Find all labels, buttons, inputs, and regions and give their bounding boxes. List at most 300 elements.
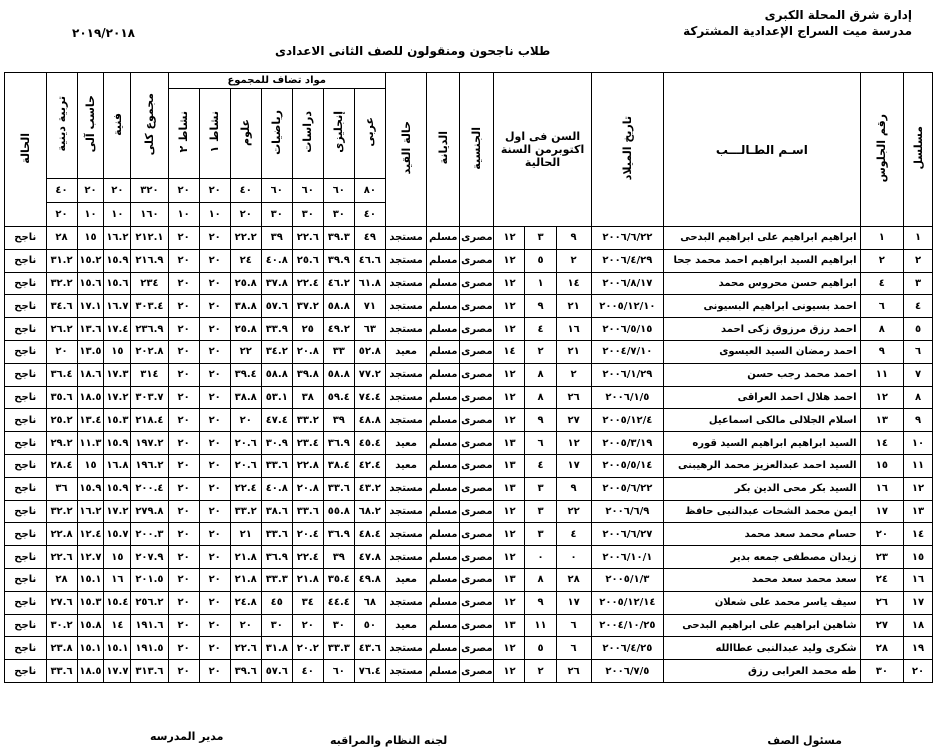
row-age-days: ٢ [556,249,591,272]
row-mark: ٤٧.٨ [354,546,385,569]
row-birth: ٢٠٠٥/١٢/٤ [591,409,663,432]
row-age-months: ٢ [525,340,556,363]
row-age-months: ٣ [525,523,556,546]
col-activity-2: نشاط ٢ [168,89,199,179]
row-serial: ١٤ [904,523,933,546]
max-mark: ٤٠ [46,179,77,203]
row-religion: مسلم [427,318,460,341]
row-mark: ٢٣.٨ [46,637,77,660]
row-mark: ٣٣.٩ [261,318,292,341]
row-age-days: ٤ [556,523,591,546]
row-mark: ٢٠ [199,568,230,591]
row-mark: ٣٣.٢ [292,409,323,432]
row-result: ناجح [5,318,47,341]
row-age-years: ١٢ [494,660,525,683]
row-mark: ٢١.٨ [230,546,261,569]
row-status: معيد [385,340,426,363]
admin-title: إدارة شرق المحلة الكبرى [764,8,912,22]
row-birth: ٢٠٠٦/١/٥ [591,386,663,409]
row-mark: ٤٠.٨ [261,477,292,500]
row-seat: ٢٣ [860,546,903,569]
row-mark: ٢٢.٨ [46,523,77,546]
row-mark: ٤٦.٢ [323,272,354,295]
col-math: رياضيات [261,89,292,179]
row-mark: ٢٠ [168,454,199,477]
row-mark: ٢٢.٢ [230,227,261,250]
row-mark: ٢١٢.١ [131,227,168,250]
row-mark: ٧٧.٢ [354,363,385,386]
row-status: مستجد [385,546,426,569]
row-religion: مسلم [427,660,460,683]
row-nationality: مصرى [460,363,494,386]
row-mark: ٣٩ [323,546,354,569]
max-mark: ٣٢٠ [131,179,168,203]
row-mark: ٢٦.٢ [46,318,77,341]
row-name: شاهين ابراهيم على ابراهيم البدحى [664,614,861,637]
table-row [5,454,933,477]
row-age-days: ١٧ [556,454,591,477]
row-age-years: ١٢ [494,363,525,386]
row-result: ناجح [5,249,47,272]
max-mark: ٨٠ [354,179,385,203]
row-age-days: ٢٦ [556,660,591,683]
min-mark: ١٦٠ [131,203,168,227]
row-mark: ٥٠ [354,614,385,637]
row-mark: ٢٥٦.٢ [131,591,168,614]
row-age-days: ١٦ [556,318,591,341]
row-birth: ٢٠٠٦/٧/٥ [591,660,663,683]
row-mark: ٣٤ [292,591,323,614]
row-mark: ٢٣٤ [131,272,168,295]
row-mark: ١٩٦.٢ [131,454,168,477]
row-name: السيد ابراهيم ابراهيم السيد قوره [664,432,861,455]
row-mark: ٦٣ [354,318,385,341]
max-mark: ٦٠ [292,179,323,203]
row-seat: ٤ [860,272,903,295]
row-status: معيد [385,614,426,637]
row-mark: ٢٨.٤ [46,454,77,477]
row-age-days: ٩ [556,477,591,500]
row-mark: ١٧.٣ [104,363,131,386]
row-mark: ٢٠٧.٩ [131,546,168,569]
row-mark: ٢٨ [46,227,77,250]
row-status: معيد [385,432,426,455]
row-mark: ١٤ [104,614,131,637]
row-age-months: ٠ [525,546,556,569]
row-mark: ٢٠ [199,249,230,272]
row-age-months: ٦ [525,432,556,455]
row-age-months: ٥ [525,637,556,660]
row-mark: ١٥.٩ [104,477,131,500]
max-mark: ٦٠ [323,179,354,203]
row-mark: ٤٧.٤ [261,409,292,432]
row-mark: ٣٦.٩ [323,432,354,455]
row-mark: ٢٠ [168,340,199,363]
table-row [5,386,933,409]
row-mark: ٢٢.٨ [292,454,323,477]
row-mark: ٤٩.٨ [354,568,385,591]
row-status: مستجد [385,477,426,500]
row-mark: ٣٣ [323,340,354,363]
row-mark: ٢٢.٦ [46,546,77,569]
row-mark: ٢٥.٨ [230,272,261,295]
row-age-months: ٣ [525,500,556,523]
row-birth: ٢٠٠٥/٣/١٩ [591,432,663,455]
row-status: مستجد [385,660,426,683]
col-serial: مسلسل [904,73,933,227]
row-mark: ٢٠ [199,363,230,386]
row-age-years: ١٢ [494,591,525,614]
row-mark: ١٧.٤ [104,318,131,341]
row-mark: ١٦.٧ [104,295,131,318]
row-name: حسام محمد سعد محمد [664,523,861,546]
row-mark: ٤٤.٤ [323,591,354,614]
row-age-months: ٩ [525,591,556,614]
min-mark: ٣٠ [323,203,354,227]
row-status: مستجد [385,318,426,341]
row-nationality: مصرى [460,272,494,295]
row-mark: ٢٢.٦ [292,227,323,250]
row-mark: ٢٣.٤ [292,432,323,455]
school-name: مدرسة ميت السراج الإعدادية المشتركة [683,24,912,38]
row-religion: مسلم [427,432,460,455]
row-nationality: مصرى [460,454,494,477]
row-name: احمد رزق مرزوق زكى احمد [664,318,861,341]
row-serial: ٢ [904,249,933,272]
table-row [5,591,933,614]
row-mark: ١٥ [77,454,104,477]
row-birth: ٢٠٠٤/١٠/٢٥ [591,614,663,637]
row-result: ناجح [5,432,47,455]
row-result: ناجح [5,523,47,546]
row-birth: ٢٠٠٦/٤/٢٩ [591,249,663,272]
row-mark: ١٥.٤ [104,591,131,614]
row-mark: ٣٦.٤ [46,363,77,386]
row-name: احمد محمد رجب حسن [664,363,861,386]
max-mark: ٤٠ [230,179,261,203]
row-serial: ٨ [904,386,933,409]
table-row [5,614,933,637]
row-mark: ٢٠ [199,432,230,455]
table-row [5,660,933,683]
row-mark: ٢٠ [168,500,199,523]
max-mark: ٦٠ [261,179,292,203]
row-mark: ١٥.٦ [104,272,131,295]
row-serial: ١١ [904,454,933,477]
row-mark: ٥٨.٨ [323,363,354,386]
row-mark: ٣٩ [261,227,292,250]
row-name: ابراهيم حسن محروس محمد [664,272,861,295]
row-mark: ١٣.٦ [77,318,104,341]
row-age-years: ١٢ [494,227,525,250]
row-religion: مسلم [427,249,460,272]
row-mark: ٢٠ [168,568,199,591]
row-age-years: ١٣ [494,568,525,591]
row-mark: ١٥.٦ [77,272,104,295]
row-mark: ٢٢ [230,340,261,363]
row-mark: ١٥ [104,546,131,569]
row-mark: ٣٥.٦ [46,386,77,409]
row-birth: ٢٠٠٦/٦/٢٧ [591,523,663,546]
row-mark: ١٥.٨ [77,614,104,637]
row-mark: ٢١.٨ [230,568,261,591]
row-birth: ٢٠٠٥/٥/١٤ [591,454,663,477]
table-row [5,546,933,569]
row-serial: ١٣ [904,500,933,523]
row-age-months: ٤ [525,318,556,341]
row-mark: ١٧.٢ [104,500,131,523]
row-result: ناجح [5,568,47,591]
row-mark: ٣٢.٢ [46,500,77,523]
row-result: ناجح [5,386,47,409]
row-mark: ٢٠ [168,591,199,614]
row-mark: ٢٣٦.٩ [131,318,168,341]
row-result: ناجح [5,591,47,614]
row-status: مستجد [385,409,426,432]
row-mark: ١٢.٧ [77,546,104,569]
row-mark: ٧٦.٤ [354,660,385,683]
row-birth: ٢٠٠٥/١/٣ [591,568,663,591]
row-mark: ١٥.٩ [104,249,131,272]
row-name: ابراهيم ابراهيم على ابراهيم البدحى [664,227,861,250]
row-seat: ٢٧ [860,614,903,637]
row-status: مستجد [385,523,426,546]
row-mark: ٢٥.٢ [46,409,77,432]
row-mark: ٢٠ [168,660,199,683]
row-mark: ٢٠ [199,660,230,683]
row-mark: ٣٨ [292,386,323,409]
row-result: ناجح [5,409,47,432]
row-age-years: ١٢ [494,546,525,569]
row-result: ناجح [5,454,47,477]
row-mark: ٥٢.٨ [354,340,385,363]
row-age-months: ٨ [525,386,556,409]
row-mark: ٣٩.٩ [323,249,354,272]
row-mark: ٢٠ [168,546,199,569]
row-mark: ٢٧٩.٨ [131,500,168,523]
row-nationality: مصرى [460,637,494,660]
row-mark: ٥٥.٨ [323,500,354,523]
max-mark: ٢٠ [104,179,131,203]
row-religion: مسلم [427,409,460,432]
row-mark: ٢٠ [168,227,199,250]
row-mark: ٤٠ [292,660,323,683]
row-seat: ٢٤ [860,568,903,591]
row-nationality: مصرى [460,477,494,500]
row-mark: ٦٨.٢ [354,500,385,523]
row-age-days: ٩ [556,227,591,250]
row-age-months: ٨ [525,363,556,386]
row-name: احمد بسيونى ابراهيم البسيونى [664,295,861,318]
row-age-years: ١٣ [494,614,525,637]
row-mark: ١٦.٨ [104,454,131,477]
row-status: مستجد [385,591,426,614]
row-mark: ٢٠ [230,614,261,637]
row-name: احمد هلال احمد العراقى [664,386,861,409]
row-age-days: ٢٢ [556,500,591,523]
row-seat: ١١ [860,363,903,386]
row-mark: ١٥.٣ [77,591,104,614]
row-mark: ٣٧.٨ [261,272,292,295]
row-nationality: مصرى [460,660,494,683]
row-birth: ٢٠٠٦/٨/١٧ [591,272,663,295]
row-mark: ٢٠٠.٤ [131,477,168,500]
row-seat: ٢٨ [860,637,903,660]
row-age-months: ٣ [525,477,556,500]
row-mark: ١٦.٢ [77,500,104,523]
row-mark: ٣١٤ [131,363,168,386]
row-religion: مسلم [427,568,460,591]
row-religion: مسلم [427,363,460,386]
col-arabic: عربى [354,89,385,179]
col-result: الحالة [5,73,47,227]
row-serial: ١٧ [904,591,933,614]
row-serial: ٩ [904,409,933,432]
row-mark: ٢٤ [230,249,261,272]
row-name: ابراهيم السيد ابراهيم احمد محمد جحا [664,249,861,272]
table-row [5,249,933,272]
row-age-years: ١٢ [494,386,525,409]
row-mark: ١٦.٢ [104,227,131,250]
row-mark: ١٢.٤ [77,523,104,546]
max-mark: ٢٠ [168,179,199,203]
row-mark: ٣٣.٦ [292,500,323,523]
row-mark: ٢٠ [168,477,199,500]
row-age-days: ٢٧ [556,409,591,432]
row-mark: ٢٢.٤ [292,272,323,295]
row-birth: ٢٠٠٦/٦/٢٢ [591,227,663,250]
row-mark: ٤٩.٢ [323,318,354,341]
row-mark: ٣٠.٩ [261,432,292,455]
row-result: ناجح [5,500,47,523]
footer-principal: مدير المدرسه [150,730,224,743]
max-mark: ٢٠ [77,179,104,203]
row-mark: ٢٩.٢ [46,432,77,455]
page-subtitle: طلاب ناجحون ومنقولون للصف الثانى الاعدادى [275,44,551,58]
row-name: السيد احمد عبدالعزيز محمد الرهيبنى [664,454,861,477]
row-mark: ٢٠ [199,637,230,660]
row-mark: ٣٠ [261,614,292,637]
row-age-days: ٦ [556,637,591,660]
col-name: اسـم الطـالـــب [664,73,861,227]
row-mark: ٢٠ [199,386,230,409]
row-religion: مسلم [427,500,460,523]
col-art: فنية [104,73,131,179]
row-name: السيد بكر محى الدين بكر [664,477,861,500]
row-name: سعد محمد سعد محمد [664,568,861,591]
row-age-years: ١٣ [494,432,525,455]
row-mark: ٣٩ [323,409,354,432]
row-mark: ٢٠ [46,340,77,363]
row-mark: ٢١ [230,523,261,546]
row-status: مستجد [385,500,426,523]
row-serial: ١٩ [904,637,933,660]
row-mark: ٣٨.٨ [230,295,261,318]
row-result: ناجح [5,637,47,660]
row-nationality: مصرى [460,614,494,637]
row-mark: ٣٩.٦ [230,660,261,683]
row-birth: ٢٠٠٥/٦/٢٢ [591,477,663,500]
col-studies: دراسات [292,89,323,179]
row-nationality: مصرى [460,591,494,614]
school-year: ٢٠١٩/٢٠١٨ [72,26,135,40]
col-science: علوم [230,89,261,179]
row-mark: ٢٢.٤ [230,477,261,500]
row-nationality: مصرى [460,249,494,272]
row-mark: ١١.٣ [77,432,104,455]
table-row [5,227,933,250]
row-name: شكرى وليد عبدالنبى عطاالله [664,637,861,660]
table-row [5,432,933,455]
col-religion-ed: تربية دينية [46,73,77,179]
row-age-months: ٩ [525,409,556,432]
row-status: معيد [385,454,426,477]
col-computer: حاسب آلى [77,73,104,179]
row-mark: ٢١٨.٤ [131,409,168,432]
row-mark: ٣٢.٢ [46,272,77,295]
row-mark: ٢٨ [46,568,77,591]
min-mark: ٢٠ [230,203,261,227]
row-mark: ١٩٧.٢ [131,432,168,455]
row-mark: ٢٠.٤ [292,523,323,546]
row-mark: ٤٥.٤ [354,432,385,455]
row-mark: ٣٣.٦ [46,660,77,683]
row-age-days: ٢١ [556,340,591,363]
row-mark: ٥٧.٦ [261,295,292,318]
footer-committee: لجنه النظام والمراقبه [330,734,448,747]
row-status: مستجد [385,295,426,318]
row-mark: ٣٩.٣ [323,227,354,250]
row-mark: ٢٠ [230,409,261,432]
table-row [5,340,933,363]
row-seat: ١٣ [860,409,903,432]
row-mark: ١٥.٩ [104,432,131,455]
row-mark: ٤٦.٦ [354,249,385,272]
row-age-days: ١٧ [556,591,591,614]
row-mark: ١٣.٥ [77,340,104,363]
row-age-months: ٥ [525,249,556,272]
row-mark: ٢٠ [168,614,199,637]
row-mark: ٣٨.٦ [261,500,292,523]
table-row [5,523,933,546]
row-mark: ٥٨.٨ [261,363,292,386]
row-mark: ٢٠١.٥ [131,568,168,591]
row-age-days: ١٢ [556,432,591,455]
row-mark: ٣٥.٤ [323,568,354,591]
row-mark: ١٥.١ [104,637,131,660]
row-mark: ٢٠ [292,614,323,637]
row-mark: ١٩١.٦ [131,614,168,637]
row-result: ناجح [5,227,47,250]
row-age-years: ١٢ [494,523,525,546]
min-mark: ٣٠ [261,203,292,227]
row-mark: ٣٠٣.٤ [131,295,168,318]
row-birth: ٢٠٠٥/١٢/١٤ [591,591,663,614]
row-age-months: ٣ [525,227,556,250]
table-row [5,568,933,591]
row-religion: مسلم [427,227,460,250]
row-serial: ٢٠ [904,660,933,683]
row-status: مستجد [385,637,426,660]
min-mark: ٣٠ [292,203,323,227]
row-mark: ٣١.٨ [261,637,292,660]
footer-class-officer: مسئول الصف [767,734,842,747]
row-result: ناجح [5,614,47,637]
row-age-days: ٢١ [556,295,591,318]
row-serial: ٥ [904,318,933,341]
row-mark: ٢٠٠.٣ [131,523,168,546]
row-mark: ١٥.١ [77,637,104,660]
